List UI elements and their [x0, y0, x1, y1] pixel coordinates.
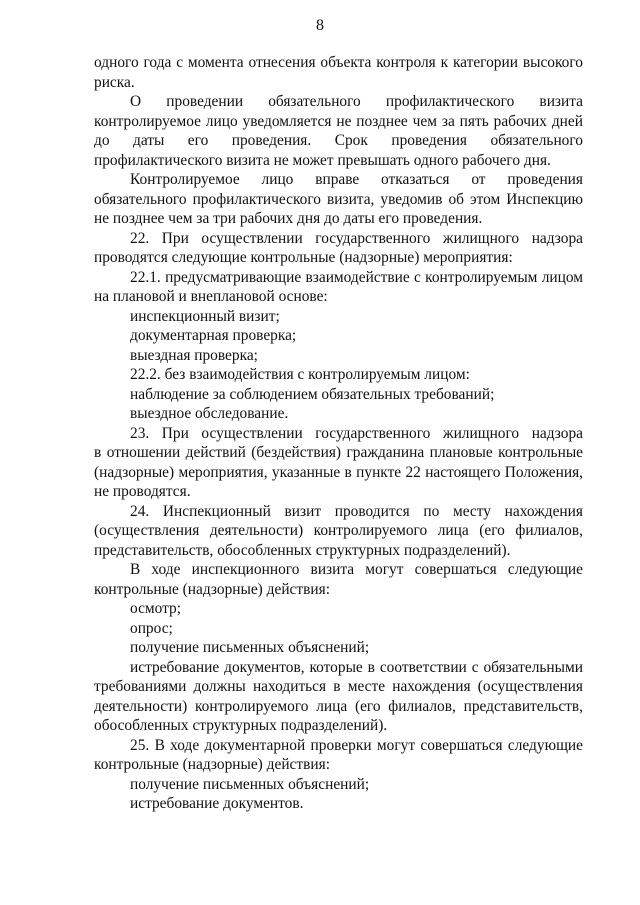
text-line: 22.1. предусматривающие взаимодействие с контролируемым лицом: [130, 268, 583, 286]
text-line: истребование документов.: [130, 795, 304, 812]
page-number: 8: [316, 17, 324, 34]
text-line: не проводятся.: [94, 483, 191, 500]
text-line: профилактического визита не может превышать одного рабочего дня.: [94, 151, 551, 169]
text-line: Контролируемое лицо вправе отказаться от проведения: [130, 171, 583, 188]
text-line: выездная проверка;: [130, 346, 258, 364]
text-line: контрольные (надзорные) действия:: [94, 756, 330, 773]
text-line: требованиями должны находиться в месте нахождения (осуществления: [94, 678, 583, 695]
text-line: обязательного профилактического визита, уведомив об этом Инспекцию: [94, 190, 583, 208]
text-line: 23. При осуществлении государственного жилищного надзора: [130, 424, 583, 442]
text-line: (осуществления деятельности) контролируемого лица (его филиалов,: [94, 522, 583, 539]
text-line: истребование документов, которые в соответствии с обязательными: [130, 658, 583, 676]
text-line: документарная проверка;: [130, 327, 297, 344]
text-line: одного года с момента отнесения объекта контроля к категории высокого: [94, 54, 583, 71]
text-line: 24. Инспекционный визит проводится по месту нахождения: [130, 502, 583, 520]
text-line: О проведении обязательного профилактического визита: [130, 93, 583, 110]
text-line: в отношении действий (бездействия) гражданина плановые контрольные: [94, 444, 583, 461]
text-line: риска.: [94, 73, 135, 91]
text-line: деятельности) контролируемого лица (его филиалов, представительств,: [94, 697, 583, 715]
text-line: проводятся следующие контрольные (надзорные) мероприятия:: [94, 249, 513, 266]
text-line: наблюдение за соблюдением обязательных требований;: [130, 385, 495, 403]
text-line: инспекционный визит;: [130, 307, 280, 325]
text-line: 22.2. без взаимодействия с контролируемым лицом:: [130, 366, 470, 383]
text-line: обособленных структурных подразделений).: [94, 717, 388, 734]
text-line: опрос;: [130, 619, 173, 637]
text-line: получение письменных объяснений;: [130, 639, 370, 656]
text-line: выездное обследование.: [130, 405, 289, 422]
text-line: осмотр;: [130, 600, 182, 617]
text-line: 25. В ходе документарной проверки могут совершаться следующие: [130, 736, 583, 754]
text-line: В ходе инспекционного визита могут совершаться следующие: [130, 561, 583, 578]
text-line: контролируемое лицо уведомляется не позднее чем за пять рабочих дней: [94, 112, 583, 130]
text-line: контрольные (надзорные) действия:: [94, 580, 330, 598]
text-line: на плановой и внеплановой основе:: [94, 288, 328, 305]
text-line: 22. При осуществлении государственного жилищного надзора: [130, 229, 583, 247]
text-line: (надзорные) мероприятия, указанные в пункте 22 настоящего Положения,: [94, 463, 583, 481]
text-line: не позднее чем за три рабочих дня до даты его проведения.: [94, 210, 483, 227]
document-body: [94, 53, 583, 814]
text-line: получение письменных объяснений;: [130, 775, 370, 793]
text-line: до даты его проведения. Срок проведения обязательного: [94, 132, 583, 149]
text-line: представительств, обособленных структурных подразделений).: [94, 541, 511, 559]
